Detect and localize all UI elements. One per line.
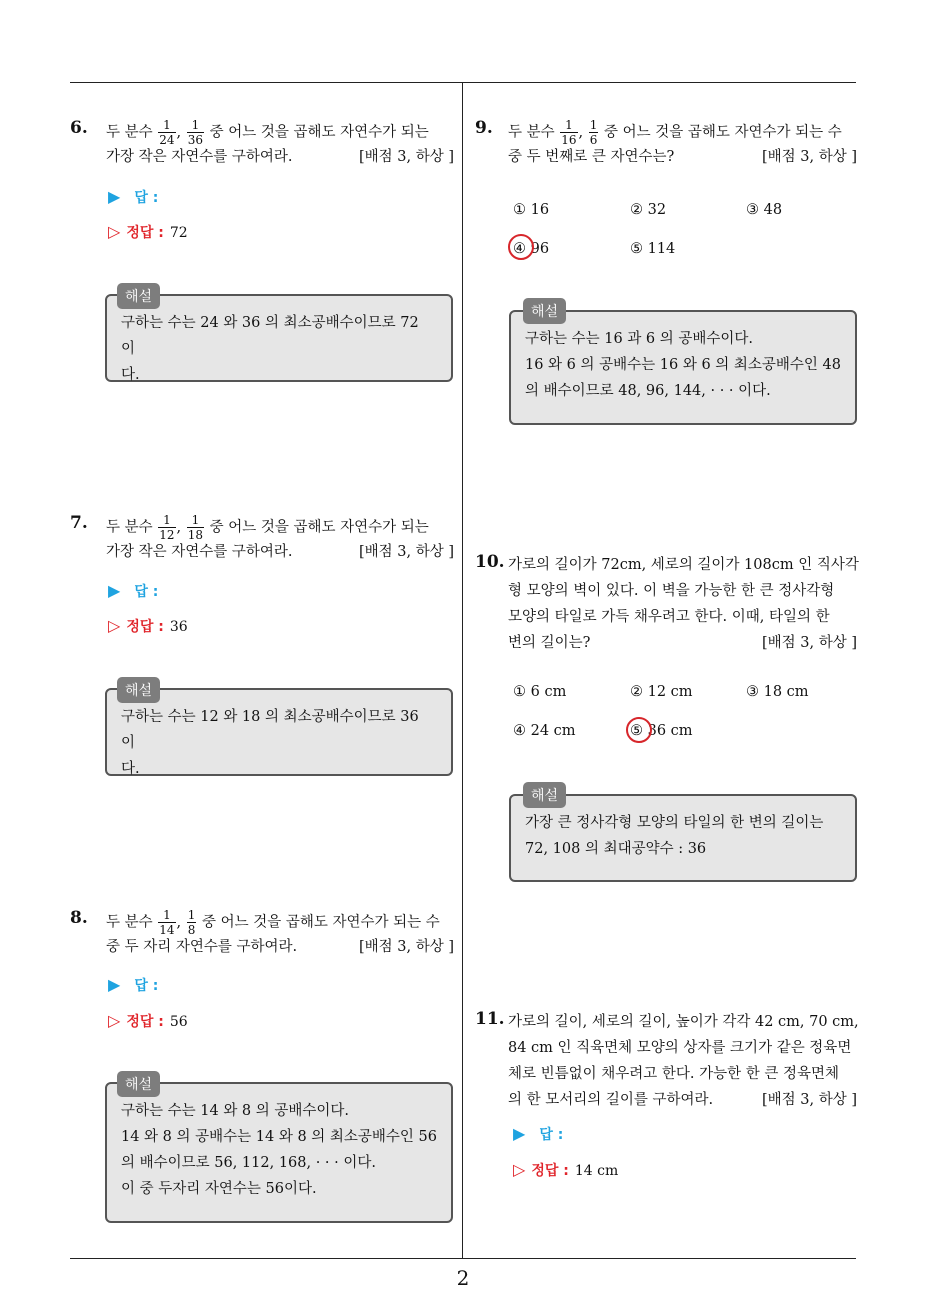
question-number: 11. <box>475 1009 505 1029</box>
play-outline-icon: ▷ <box>108 1011 121 1030</box>
question-text: 가로의 길이가 72cm, 세로의 길이가 108cm 인 직사각 형 모양의 벽이 있다. 이 벽을 가능한 한 큰 정사각형 모양의 타일로 가득 채우려고 한다. 이때, 타일의 한 변의 길이는? [배점 3, 하상 ] <box>508 552 857 656</box>
explanation-tag: 해설 <box>117 1071 160 1097</box>
choice-4[interactable]: ④ 96 <box>513 241 550 257</box>
fraction: $\frac{1}{14}$ <box>159 908 175 937</box>
top-rule <box>70 82 856 83</box>
explanation-tag: 해설 <box>117 677 160 703</box>
fraction: $\frac{1}{8}$ <box>187 908 196 937</box>
question-text: 두 분수 $\frac{1}{14}$ , $\frac{1}{8}$ 중 어느 것을 곱해도 자연수가 되는 수 중 두 자리 자연수를 구하여라. [배점 3, 하상 ] <box>106 908 454 960</box>
choice-1[interactable]: ① 6 cm <box>513 684 567 700</box>
question-number: 8. <box>70 908 88 928</box>
explanation-box: 구하는 수는 14 와 8 의 공배수이다. 14 와 8 의 공배수는 14 와 8 의 최소공배수인 56 의 배수이므로 56, 112, 168, · · · 이다. 이 중 두자리 자연수는 56이다. <box>105 1082 453 1223</box>
fraction: $\frac{1}{24}$ <box>159 118 175 147</box>
question-number: 9. <box>475 118 493 138</box>
correct-row: ▷ 정답 : 36 <box>108 616 188 635</box>
question-number: 6. <box>70 118 88 138</box>
question-text: 두 분수 $\frac{1}{12}$ , $\frac{1}{18}$ 중 어느 것을 곱해도 자연수가 되는 가장 작은 자연수를 구하여라. [배점 3, 하상 ] <box>106 513 454 565</box>
page-number: 2 <box>456 1266 470 1290</box>
fraction: $\frac{1}{36}$ <box>187 118 204 147</box>
question-text: 두 분수 $\frac{1}{24}$ , $\frac{1}{36}$ 중 어느 것을 곱해도 자연수가 되는 가장 작은 자연수를 구하여라. [배점 3, 하상 ] <box>106 118 454 170</box>
explanation-tag: 해설 <box>523 298 566 324</box>
fraction: $\frac{1}{6}$ <box>589 118 598 147</box>
explanation-box: 구하는 수는 12 와 18 의 최소공배수이므로 36 이 다. <box>105 688 453 776</box>
fraction: $\frac{1}{12}$ <box>159 513 175 542</box>
score-tag: [배점 3, 하상 ] <box>358 149 454 165</box>
selected-answer-mark <box>626 717 652 743</box>
choice-4[interactable]: ④ 24 cm <box>513 723 576 739</box>
play-outline-icon: ▷ <box>108 616 121 635</box>
score-tag: [배점 3, 하상 ] <box>761 1092 857 1108</box>
score-tag: [배점 3, 하상 ] <box>358 544 454 560</box>
explanation-tag: 해설 <box>117 283 160 309</box>
fraction: $\frac{1}{18}$ <box>187 513 204 542</box>
bottom-rule <box>70 1258 856 1259</box>
choice-2[interactable]: ② 12 cm <box>630 684 693 700</box>
play-icon: ▶ <box>108 975 121 994</box>
explanation-tag: 해설 <box>523 782 566 808</box>
answer-row: ▶ 답 : <box>108 975 159 994</box>
question-text: 두 분수 $\frac{1}{16}$ , $\frac{1}{6}$ 중 어느 것을 곱해도 자연수가 되는 수 중 두 번째로 큰 자연수는? [배점 3, 하상 ] <box>508 118 857 170</box>
play-icon: ▶ <box>108 187 121 206</box>
fraction: $\frac{1}{16}$ <box>561 118 577 147</box>
explanation-box: 구하는 수는 24 와 36 의 최소공배수이므로 72 이 다. <box>105 294 453 382</box>
play-icon: ▶ <box>513 1124 526 1143</box>
selected-answer-mark <box>508 234 534 260</box>
play-outline-icon: ▷ <box>513 1160 526 1179</box>
choice-2[interactable]: ② 32 <box>630 202 667 218</box>
choice-3[interactable]: ③ 48 <box>746 202 783 218</box>
score-tag: [배점 3, 하상 ] <box>358 939 454 955</box>
question-number: 7. <box>70 513 88 533</box>
question-text: 가로의 길이, 세로의 길이, 높이가 각각 42 cm, 70 cm, 84 cm 인 직육면체 모양의 상자를 크기가 같은 정육면 체로 빈틈없이 채우려고 한다. 가능한 한 큰 정육면체 의 한 모서리의 길이를 구하여라. [배점 3, 하상 ] <box>508 1009 857 1113</box>
correct-row: ▷ 정답 : 14 cm <box>513 1160 619 1179</box>
answer-row: ▶ 답 : <box>513 1124 564 1143</box>
choice-1[interactable]: ① 16 <box>513 202 550 218</box>
choice-5[interactable]: ⑤ 114 <box>630 241 676 257</box>
correct-row: ▷ 정답 : 56 <box>108 1011 188 1030</box>
score-tag: [배점 3, 하상 ] <box>761 149 857 165</box>
choice-5[interactable]: ⑤ 36 cm <box>630 723 693 739</box>
column-divider <box>462 82 463 1258</box>
answer-row: ▶ 답 : <box>108 581 159 600</box>
play-icon: ▶ <box>108 581 121 600</box>
question-number: 10. <box>475 552 505 572</box>
explanation-box: 구하는 수는 16 과 6 의 공배수이다. 16 와 6 의 공배수는 16 와 6 의 최소공배수인 48 의 배수이므로 48, 96, 144, · · · 이다. <box>509 310 857 425</box>
play-outline-icon: ▷ <box>108 222 121 241</box>
choice-3[interactable]: ③ 18 cm <box>746 684 809 700</box>
score-tag: [배점 3, 하상 ] <box>761 635 857 651</box>
answer-row: ▶ 답 : <box>108 187 159 206</box>
explanation-box: 가장 큰 정사각형 모양의 타일의 한 변의 길이는 72, 108 의 최대공약수 : 36 <box>509 794 857 882</box>
correct-row: ▷ 정답 : 72 <box>108 222 188 241</box>
